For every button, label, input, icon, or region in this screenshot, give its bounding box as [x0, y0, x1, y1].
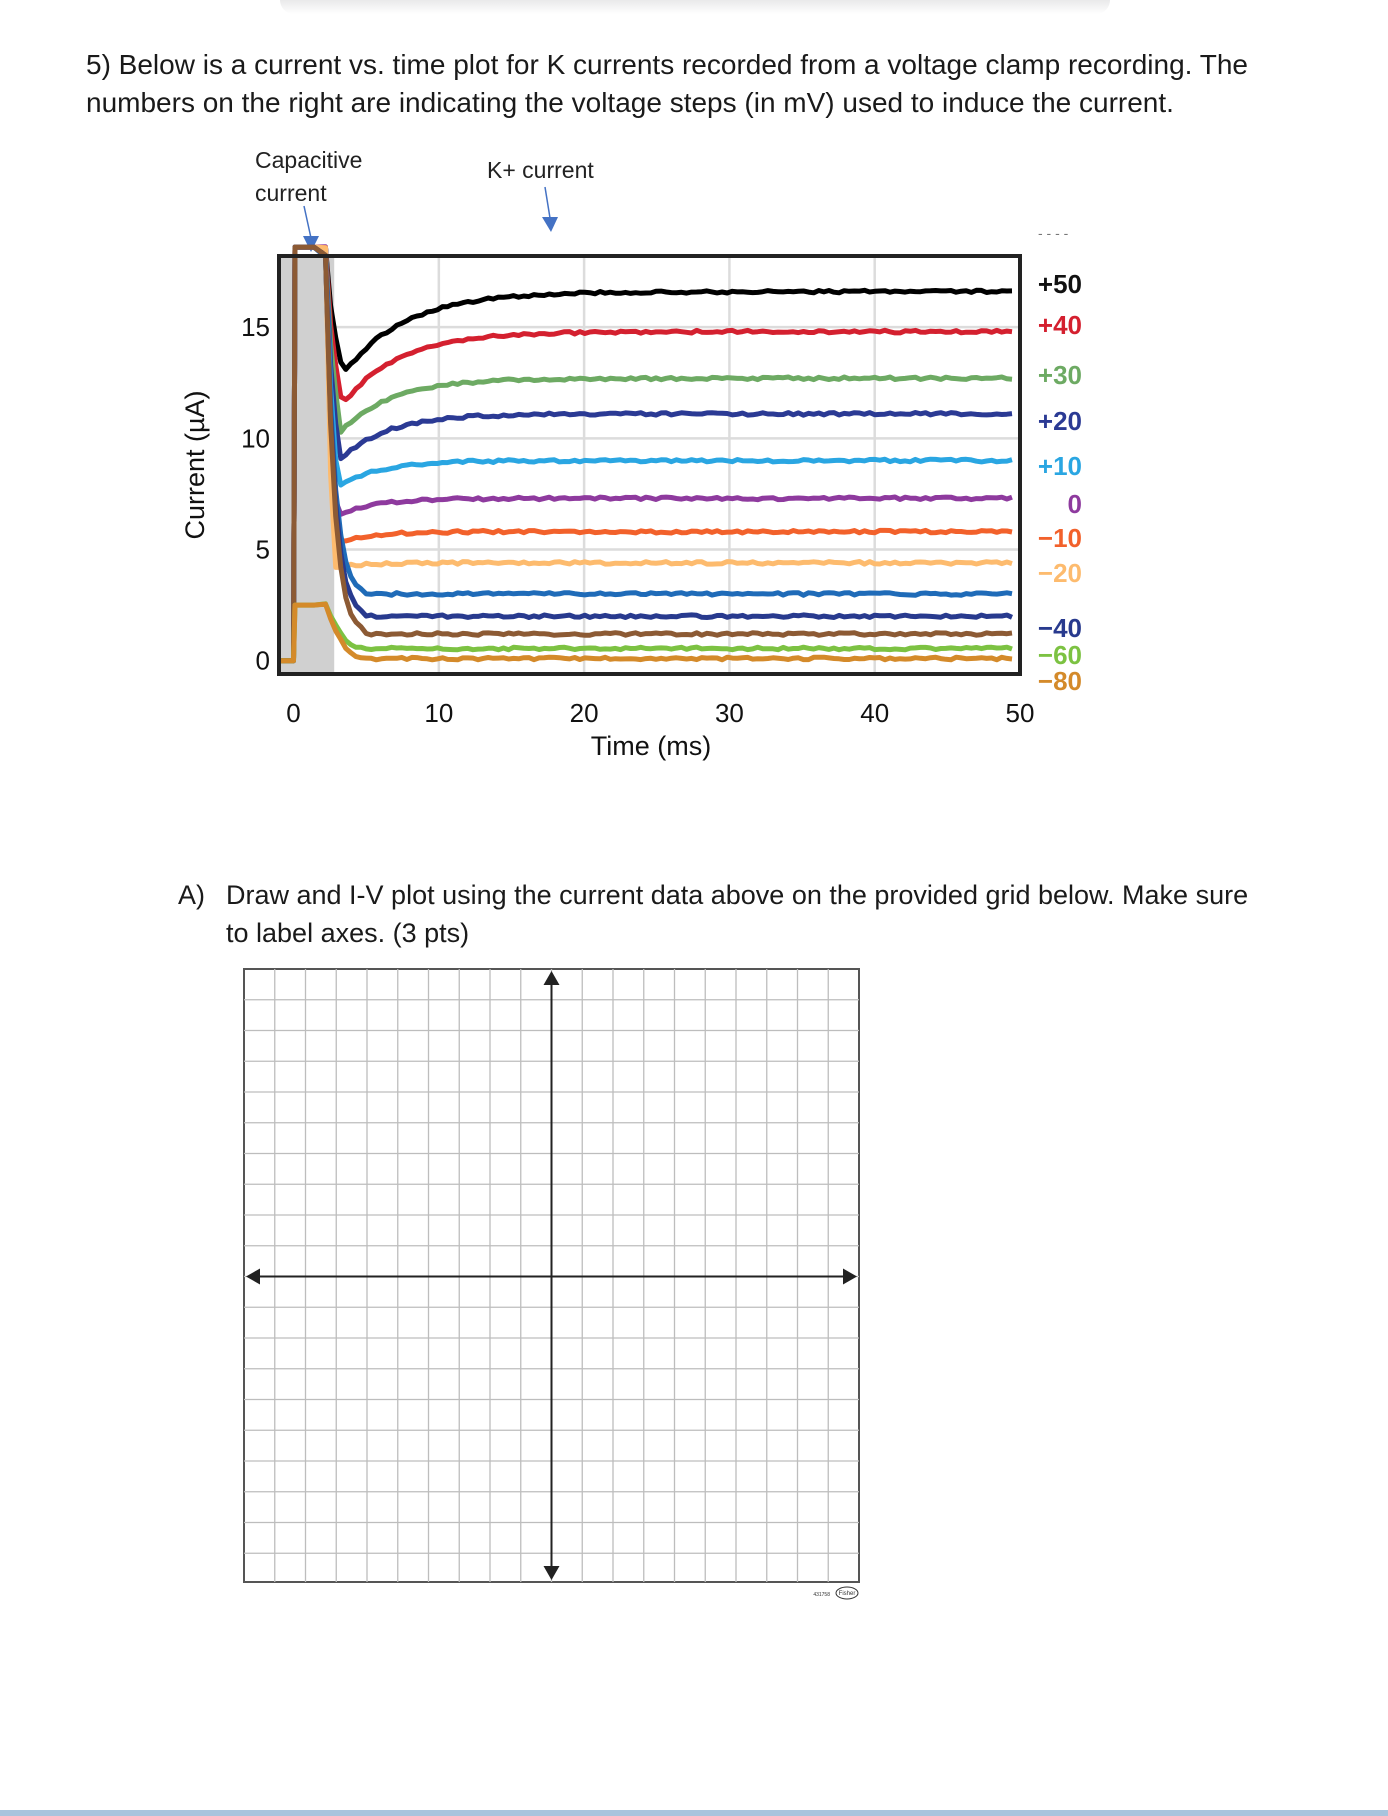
legend-label: −10: [1037, 523, 1082, 553]
current-time-chart: [180, 247, 1082, 761]
cropped-label-fragment: - - - -: [1038, 225, 1069, 241]
trace-plus30: [279, 247, 1012, 661]
chart-frame: [279, 256, 1020, 674]
capacitive-label-line2: current: [255, 180, 327, 206]
legend-label: +10: [1037, 451, 1082, 481]
x-tick-label: 10: [424, 698, 454, 728]
legend-label: +30: [1037, 360, 1082, 390]
y-tick-label: 5: [255, 534, 270, 565]
legend-label: +40: [1037, 310, 1082, 340]
legend-label: −40: [1037, 613, 1082, 643]
legend-label: +50: [1037, 269, 1082, 299]
fisher-logo-text: Fisher: [838, 1591, 856, 1597]
x-tick-label: 20: [569, 698, 599, 728]
trace-minus40: [279, 247, 1012, 661]
part-a-label: A): [178, 880, 205, 910]
x-axis-label: Time (ms): [590, 731, 712, 761]
y-tick-label: 0: [255, 645, 270, 676]
y-tick-label: 15: [241, 312, 270, 343]
x-tick-label: 40: [860, 698, 890, 728]
trace-plus40: [279, 247, 1012, 661]
x-tick-label: 50: [1005, 698, 1035, 728]
trace-0: [279, 247, 1012, 661]
trace-minus20: [279, 247, 1012, 661]
x-tick-label: 30: [714, 698, 744, 728]
capacitive-label-line1: Capacitive: [255, 147, 363, 173]
legend-label: −20: [1037, 558, 1082, 588]
iv-graph-paper: [244, 969, 859, 1599]
trace-minus10: [279, 247, 1012, 661]
part-a-text: Draw and I-V plot using the current data above on the provided grid below. Make sure to label axes. (3 pts): [226, 880, 1249, 948]
y-axis-label: Current (µA): [180, 390, 210, 540]
bottom-bar: [0, 1810, 1388, 1816]
k-current-arrow: [542, 187, 558, 232]
graph-paper-code: 431758: [813, 1592, 830, 1598]
trace-minus60: [279, 247, 1012, 661]
trace-plus20: [279, 247, 1012, 661]
legend-label: −80: [1037, 666, 1082, 696]
trace-plus10: [279, 247, 1012, 661]
question-text: 5) Below is a current vs. time plot for K currents recorded from a voltage clamp recording. The numbers on the right are indicating the voltage steps (in mV) used to induce the current.: [86, 49, 1248, 118]
k-current-label: K+ current: [487, 157, 594, 183]
legend-label: −60: [1037, 640, 1082, 670]
x-tick-label: 0: [286, 698, 301, 728]
legend-label: +20: [1037, 406, 1082, 436]
legend-label: 0: [1067, 489, 1082, 519]
trace-plus50: [279, 247, 1012, 661]
trace-minus40: [279, 247, 1012, 661]
y-tick-label: 10: [241, 423, 270, 454]
